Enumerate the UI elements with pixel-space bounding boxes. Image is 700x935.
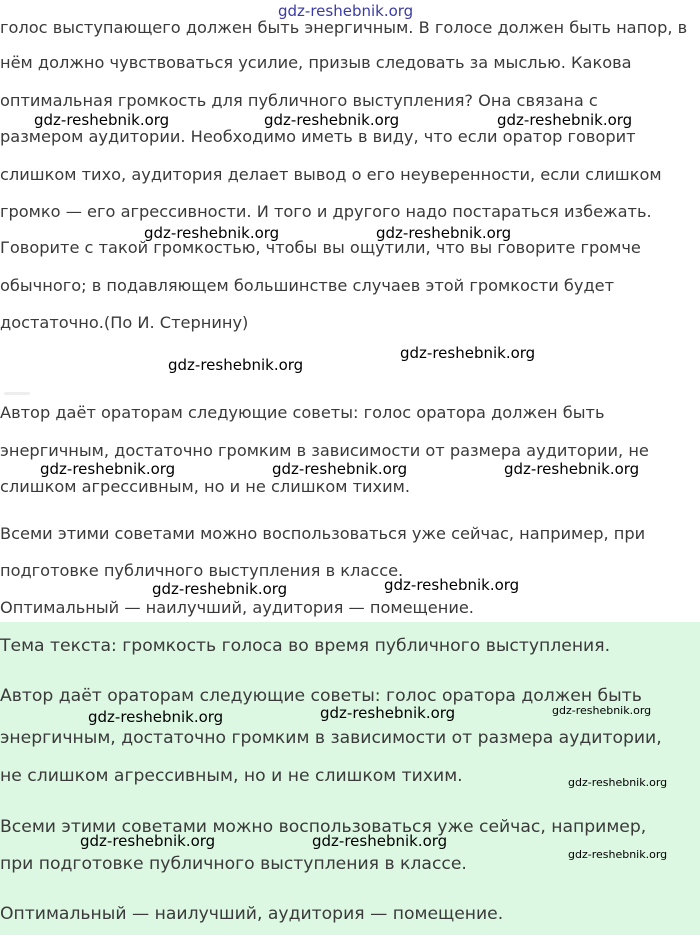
final-line-2: Автор даёт ораторам следующие советы: голос оратора должен быть xyxy=(0,686,642,706)
final-line-6: при подготовке публичного выступления в классе. xyxy=(0,854,467,874)
text-line-9: достаточно.(По И. Стернину) xyxy=(0,313,249,332)
watermark: gdz-reshebnik.org xyxy=(264,111,400,129)
watermark: gdz-reshebnik.org xyxy=(376,224,512,242)
answer-line-1: Автор даёт ораторам следующие советы: голос оратора должен быть xyxy=(0,403,605,422)
watermark: gdz-reshebnik.org xyxy=(568,776,668,789)
final-line-7: Оптимальный — наилучший, аудитория — помещение. xyxy=(0,904,504,924)
watermark: gdz-reshebnik.org xyxy=(384,576,520,594)
answer-line-5: подготовке публичного выступления в классе. xyxy=(0,561,404,580)
text-line-3: оптимальная громкость для публичного выступления? Она связана с xyxy=(0,91,598,110)
answer-line-2: энергичным, достаточно громким в зависимости от размера аудитории, не xyxy=(0,441,649,460)
watermark: gdz-reshebnik.org xyxy=(400,344,536,362)
text-line-7: Говорите с такой громкостью, чтобы вы ощутили, что вы говорите громче xyxy=(0,238,641,257)
watermark: gdz-reshebnik.org xyxy=(168,356,304,374)
watermark: gdz-reshebnik.org xyxy=(88,708,224,726)
watermark: gdz-reshebnik.org xyxy=(552,704,652,717)
answer-line-3: слишком агрессивным, но и не слишком тихим. xyxy=(0,477,411,496)
answer-line-4: Всеми этими советами можно воспользоваться уже сейчас, например, при xyxy=(0,524,646,543)
text-line-6: громко — его агрессивности. И того и другого надо постараться избежать. xyxy=(0,202,652,221)
text-line-1: голос выступающего должен быть энергичным. В голосе должен быть напор, в xyxy=(0,18,688,37)
watermark: gdz-reshebnik.org xyxy=(34,111,170,129)
watermark-top: gdz-reshebnik.org xyxy=(278,2,414,20)
watermark: gdz-reshebnik.org xyxy=(80,832,216,850)
watermark: gdz-reshebnik.org xyxy=(320,704,456,722)
final-line-1: Тема текста: громкость голоса во время публичного выступления. xyxy=(0,636,611,656)
text-line-5: слишком тихо, аудитория делает вывод о его неуверенности, если слишком xyxy=(0,165,662,184)
text-line-8: обычного; в подавляющем большинстве случаев этой громкости будет xyxy=(0,276,615,295)
text-line-4: размером аудитории. Необходимо иметь в виду, что если оратор говорит xyxy=(0,127,636,146)
watermark: gdz-reshebnik.org xyxy=(40,460,176,478)
final-line-5: Всеми этими советами можно воспользоваться уже сейчас, например, xyxy=(0,817,647,837)
watermark: gdz-reshebnik.org xyxy=(568,848,668,861)
watermark: gdz-reshebnik.org xyxy=(312,832,448,850)
text-line-2: нём должно чувствоваться усилие, призыв следовать за мыслью. Какова xyxy=(0,53,632,72)
separator xyxy=(4,392,30,395)
watermark: gdz-reshebnik.org xyxy=(272,460,408,478)
watermark: gdz-reshebnik.org xyxy=(144,224,280,242)
final-line-3: энергичным, достаточно громким в зависимости от размера аудитории, xyxy=(0,728,662,748)
final-line-4: не слишком агрессивным, но и не слишком тихим. xyxy=(0,766,463,786)
answer-line-6: Оптимальный — наилучший, аудитория — помещение. xyxy=(0,598,474,617)
watermark: gdz-reshebnik.org xyxy=(504,460,640,478)
watermark: gdz-reshebnik.org xyxy=(152,580,288,598)
watermark: gdz-reshebnik.org xyxy=(497,111,633,129)
